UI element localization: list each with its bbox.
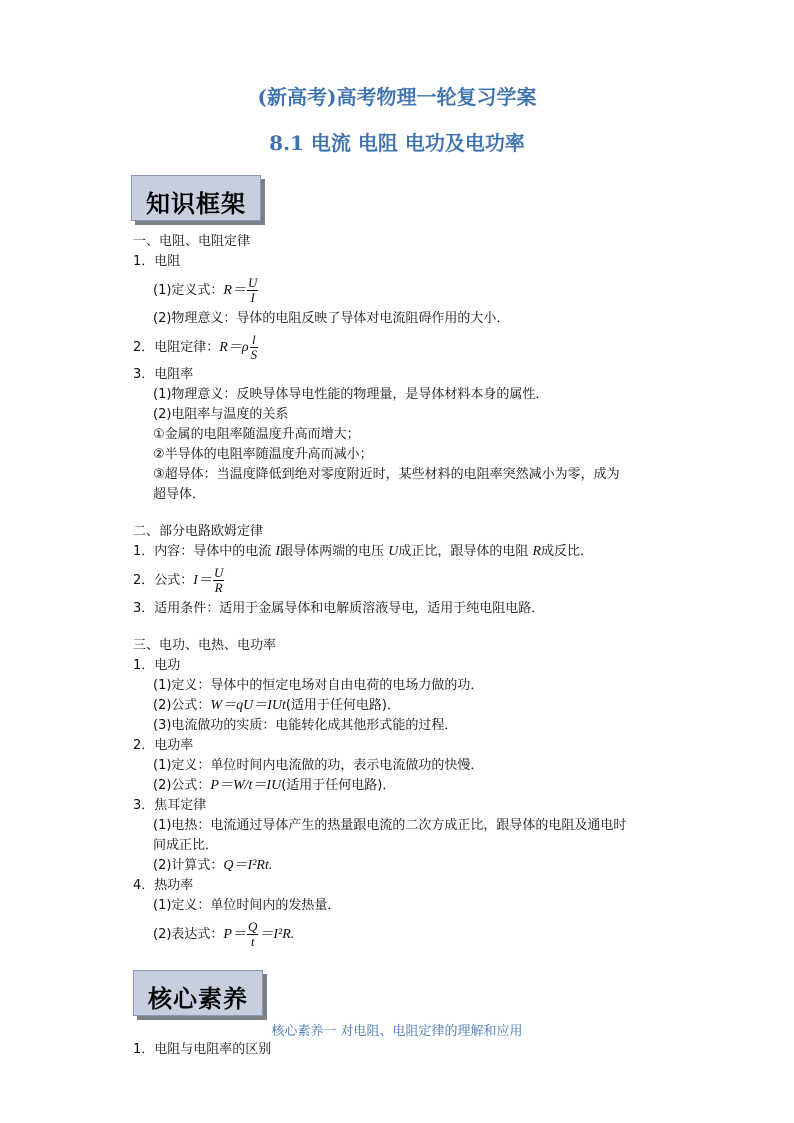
joule-formula-expr: Q＝I²Rt. bbox=[223, 858, 273, 873]
def-numerator: U bbox=[247, 275, 258, 290]
ohm-var-i: I bbox=[275, 544, 281, 559]
work-heading: 1．电功 bbox=[133, 658, 181, 673]
superconductor-line2: 超导体． bbox=[153, 487, 206, 502]
joule-formula bbox=[153, 858, 272, 874]
heat-power-heading: 4．热功率 bbox=[133, 878, 194, 893]
ohm-formula bbox=[133, 566, 225, 595]
ohm-formula-prefix: 2．公式： bbox=[133, 573, 194, 588]
joule-formula-prefix: (2)计算式： bbox=[153, 858, 224, 873]
resistance-law bbox=[133, 333, 259, 362]
ohm-denominator: R bbox=[214, 580, 223, 595]
resistance-definition bbox=[153, 276, 259, 305]
core-banner-label: 核心素养 bbox=[148, 984, 248, 1013]
work-formula-expr: W＝qU＝IUt bbox=[210, 698, 286, 713]
resistance-meaning: (2)物理意义：导体的电阻反映了导体对电流阻碍作用的大小． bbox=[153, 311, 510, 326]
joule-line2: 间成正比． bbox=[153, 838, 219, 853]
joule-line1: (1)电热：电流通过导体产生的热量跟电流的二次方成正比，跟导体的电阻及通电时 bbox=[153, 818, 627, 833]
work-definition: (1)定义：导体中的恒定电场对自由电荷的电场力做的功． bbox=[153, 678, 484, 693]
heat-formula-rhs: ＝I²R. bbox=[259, 927, 295, 942]
joule-heading: 3．焦耳定律 bbox=[133, 798, 207, 813]
def-prefix: (1)定义式： bbox=[153, 283, 224, 298]
power-formula-suffix: (适用于任何电路)． bbox=[281, 778, 396, 793]
resistivity-metal: ①金属的电阻率随温度升高而增大； bbox=[153, 427, 360, 442]
power-heading: 2．电功率 bbox=[133, 738, 194, 753]
core-item1: 1．电阻与电阻率的区别 bbox=[133, 1042, 272, 1057]
part1-heading: 一、电阻、电阻定律 bbox=[133, 234, 251, 249]
ohm-formula-lhs: I＝ bbox=[193, 573, 212, 588]
knowledge-banner-label: 知识框架 bbox=[146, 189, 246, 218]
def-lhs: R＝ bbox=[223, 283, 246, 298]
heat-fraction bbox=[247, 920, 258, 949]
heat-formula-prefix: (2)表达式： bbox=[153, 927, 224, 942]
work-essence: (3)电流做功的实质：电能转化成其他形式能的过程． bbox=[153, 718, 458, 733]
ohm-content-b: 跟导体两端的电压 bbox=[280, 544, 389, 559]
def-denominator: I bbox=[250, 290, 255, 305]
resistivity-meaning: (1)物理意义：反映导体导电性能的物理量，是导体材料本身的属性． bbox=[153, 387, 549, 402]
def-fraction bbox=[247, 276, 258, 305]
ohm-content-c: 成正比，跟导体的电阻 bbox=[398, 544, 533, 559]
work-formula-prefix: (2)公式： bbox=[153, 698, 211, 713]
core-banner bbox=[133, 970, 263, 1016]
ohm-content-a: 1．内容：导体中的电流 bbox=[133, 544, 276, 559]
document-title: (新高考)高考物理一轮复习学案 bbox=[257, 85, 537, 109]
part3-heading: 三、电功、电热、电功率 bbox=[133, 638, 277, 653]
power-formula-prefix: (2)公式： bbox=[153, 778, 211, 793]
law-numerator: l bbox=[250, 333, 259, 348]
law-prefix: 2．电阻定律： bbox=[133, 340, 220, 355]
power-formula bbox=[153, 778, 395, 794]
knowledge-banner bbox=[131, 175, 261, 221]
work-formula bbox=[153, 698, 400, 714]
heat-denominator: t bbox=[250, 934, 255, 949]
ohm-content bbox=[133, 544, 593, 560]
heat-numerator: Q bbox=[247, 919, 258, 934]
part2-heading: 二、部分电路欧姆定律 bbox=[133, 524, 264, 539]
part1-item3: 3．电阻率 bbox=[133, 367, 194, 382]
ohm-conditions: 3．适用条件：适用于金属导体和电解质溶液导电，适用于纯电阻电路． bbox=[133, 601, 545, 616]
part1-item1: 1．电阻 bbox=[133, 254, 181, 269]
law-lhs: R＝ρ bbox=[219, 340, 249, 355]
work-formula-suffix: (适用于任何电路)． bbox=[285, 698, 401, 713]
heat-power-formula bbox=[153, 920, 294, 949]
heat-formula-lhs: P＝ bbox=[223, 927, 246, 942]
power-formula-expr: P＝W/t＝IU bbox=[210, 778, 282, 793]
superconductor-line1: ③超导体：当温度降低到绝对零度附近时，某些材料的电阻率突然减小为零，成为 bbox=[153, 467, 620, 482]
ohm-content-d: 成反比． bbox=[541, 544, 594, 559]
chapter-subtitle: 8.1 电流 电阻 电功及电功率 bbox=[269, 131, 525, 155]
law-denominator: S bbox=[250, 347, 258, 362]
ohm-numerator: U bbox=[213, 565, 224, 580]
law-fraction bbox=[250, 333, 259, 362]
resistivity-temperature: (2)电阻率与温度的关系 bbox=[153, 407, 289, 422]
ohm-fraction bbox=[213, 566, 224, 595]
heat-power-definition: (1)定义：单位时间内的发热量． bbox=[153, 898, 341, 913]
power-definition: (1)定义：单位时间内电流做的功，表示电流做功的快慢． bbox=[153, 758, 484, 773]
ohm-var-r: R bbox=[532, 544, 542, 559]
resistivity-semiconductor: ②半导体的电阻率随温度升高而减小； bbox=[153, 447, 373, 462]
core-subheading: 核心素养一 对电阻、电阻定律的理解和应用 bbox=[271, 1024, 523, 1039]
ohm-var-u: U bbox=[388, 544, 399, 559]
